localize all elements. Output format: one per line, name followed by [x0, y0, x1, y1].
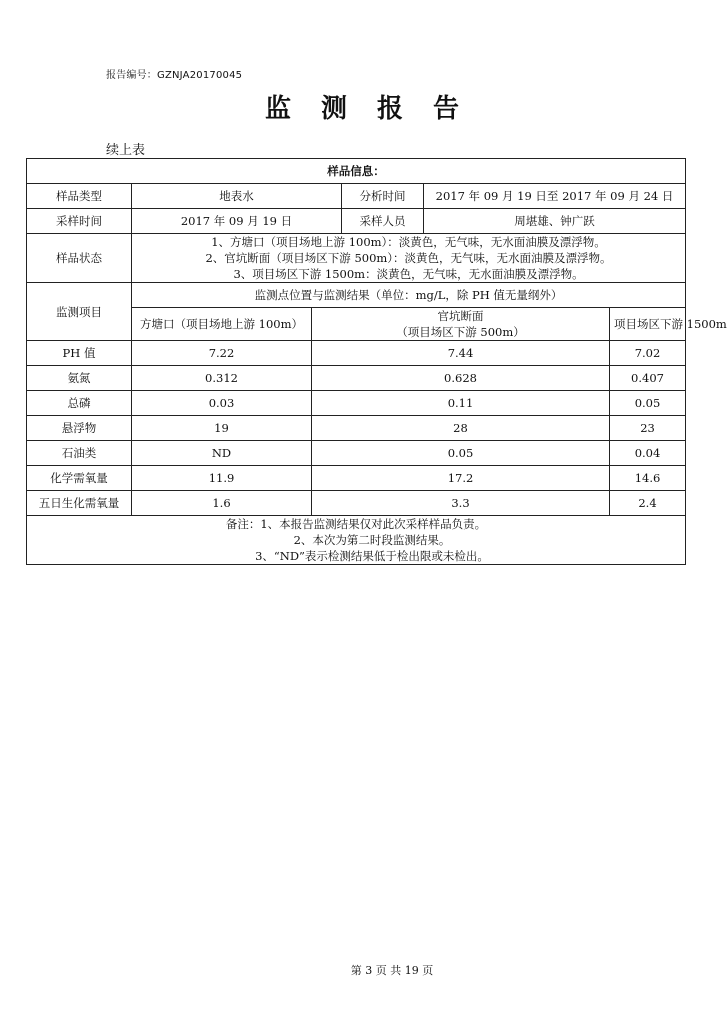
- location-detail: （项目场区下游 500m）: [396, 325, 525, 339]
- sample-info-row: [27, 159, 686, 184]
- sample-state-line: 1、方塘口（项目场地上游 100m）：淡黄色，无气味，无水面油膜及漂浮物。: [211, 235, 606, 249]
- result-value: 7.02: [610, 341, 686, 366]
- analysis-time-label: 分析时间: [342, 184, 424, 209]
- results-group-header-row: [27, 283, 686, 308]
- result-value: 14.6: [610, 466, 686, 491]
- note-line: 3、“ND”表示检测结果低于检出限或未检出。: [255, 549, 489, 563]
- location-name: 官坑断面: [437, 309, 484, 323]
- result-value: 0.312: [132, 366, 312, 391]
- sampling-time-value: 2017 年 09 月 19 日: [132, 209, 342, 234]
- sample-state-label: 样品状态: [27, 234, 132, 283]
- table-row: [27, 466, 686, 491]
- sampler-label: 采样人员: [342, 209, 424, 234]
- result-value: 7.22: [132, 341, 312, 366]
- location-header: [312, 308, 610, 341]
- result-value: 17.2: [312, 466, 610, 491]
- notes-row: [27, 516, 686, 565]
- table-row: [27, 366, 686, 391]
- report-number: 报告编号：GZNJA20170045: [106, 70, 243, 81]
- result-value: 2.4: [610, 491, 686, 516]
- result-value: 11.9: [132, 466, 312, 491]
- sample-state-line: 3、项目场区下游 1500m：淡黄色，无气味，无水面油膜及漂浮物。: [233, 267, 584, 281]
- result-value: 1.6: [132, 491, 312, 516]
- result-value: 0.628: [312, 366, 610, 391]
- results-group-header: 监测点位置与监测结果（单位：mg/L，除 PH 值无量纲外）: [132, 283, 686, 308]
- page-title: 监测报告: [264, 94, 489, 124]
- location-name: 方塘口（项目场地上游 100m）: [139, 317, 303, 331]
- item-name: 氨氮: [27, 366, 132, 391]
- continuation-label: 续上表: [106, 143, 146, 158]
- sampling-time-label: 采样时间: [27, 209, 132, 234]
- result-value: 7.44: [312, 341, 610, 366]
- monitoring-report-table: [26, 158, 727, 565]
- sample-state-line: 2、官坑断面（项目场区下游 500m）：淡黄色，无气味，无水面油膜及漂浮物。: [205, 251, 612, 265]
- sample-type-label: 样品类型: [27, 184, 132, 209]
- location-name: 项目场区下游 1500m: [614, 317, 727, 331]
- table-row: [27, 441, 686, 466]
- item-name: 化学需氧量: [27, 466, 132, 491]
- location-header: [132, 308, 312, 341]
- sample-state-value: [132, 234, 686, 283]
- note-line: 备注：1、本报告监测结果仅对此次采样样品负责。: [225, 517, 487, 531]
- monitoring-item-label: 监测项目: [27, 283, 132, 341]
- item-name: 悬浮物: [27, 416, 132, 441]
- item-name: 总磷: [27, 391, 132, 416]
- location-header: [610, 308, 727, 341]
- result-value: ND: [132, 441, 312, 466]
- notes: [27, 516, 686, 565]
- table-row: [27, 341, 686, 366]
- item-name: 石油类: [27, 441, 132, 466]
- result-value: 0.407: [610, 366, 686, 391]
- page-number: 第 3 页 共 19 页: [350, 964, 434, 977]
- note-line: 2、本次为第二时段监测结果。: [293, 533, 451, 547]
- table-row: [27, 391, 686, 416]
- table-row: [27, 491, 686, 516]
- sample-type-row: [27, 184, 686, 209]
- result-value: 0.11: [312, 391, 610, 416]
- result-value: 23: [610, 416, 686, 441]
- table-row: [27, 416, 686, 441]
- result-value: 0.05: [610, 391, 686, 416]
- sampling-time-row: [27, 209, 686, 234]
- result-value: 28: [312, 416, 610, 441]
- result-value: 3.3: [312, 491, 610, 516]
- result-value: 0.05: [312, 441, 610, 466]
- sample-type-value: 地表水: [132, 184, 342, 209]
- item-name: 五日生化需氧量: [27, 491, 132, 516]
- item-name: PH 值: [27, 341, 132, 366]
- sampler-value: 周堪雄、钟广跃: [424, 209, 686, 234]
- sample-info-heading: 样品信息：: [27, 159, 686, 184]
- result-value: 0.04: [610, 441, 686, 466]
- analysis-time-value: 2017 年 09 月 19 日至 2017 年 09 月 24 日: [424, 184, 686, 209]
- result-value: 0.03: [132, 391, 312, 416]
- sample-state-row: [27, 234, 686, 283]
- result-value: 19: [132, 416, 312, 441]
